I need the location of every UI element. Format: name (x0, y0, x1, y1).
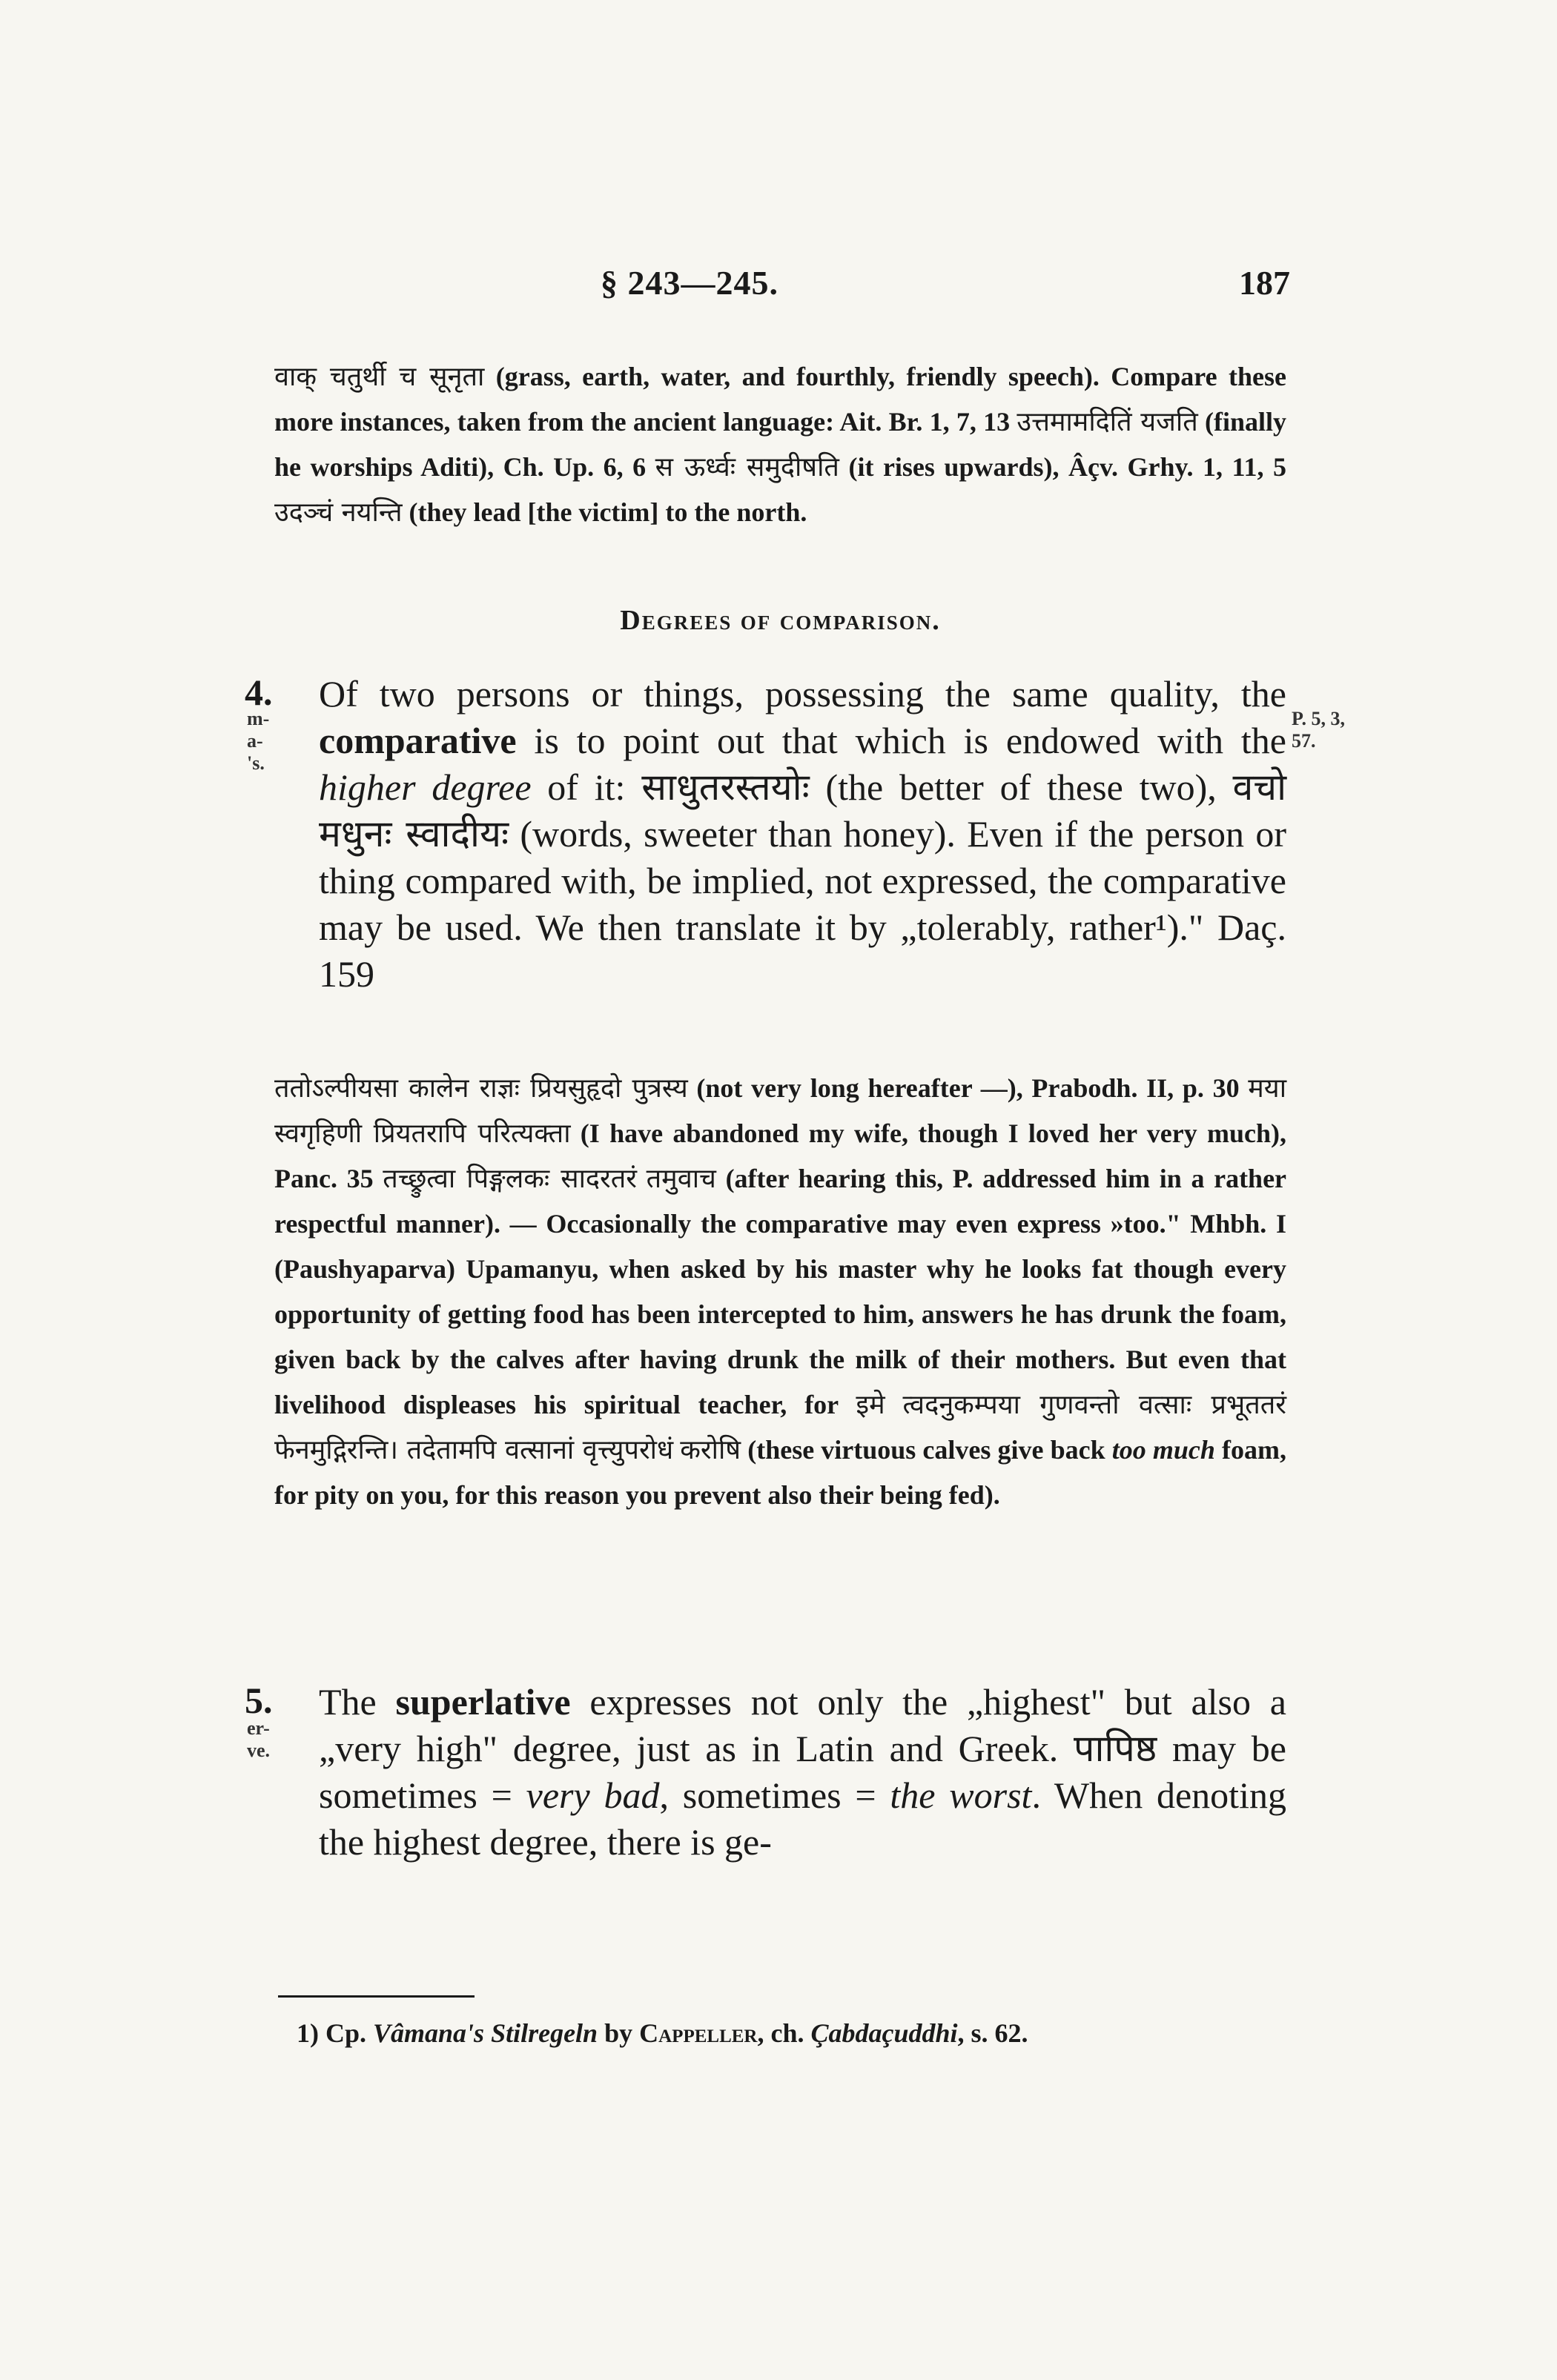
paragraph-text: The (319, 1681, 396, 1723)
sanskrit-quote: तच्छ्रुत्वा पिङ्गलकः सादरतरं (383, 1164, 637, 1194)
margin-note (247, 708, 269, 775)
sanskrit-quote: वचो मधुनः स्वादीयः (319, 766, 1287, 855)
side-reference-line: P. 5, 3, (1292, 708, 1345, 729)
paragraph-text: (words, sweeter than honey). Even if the person or thing compared with, be implied, not expressed, the comparative may be used. We then translate it by „tolerably, rather¹)." Daç. 159 (319, 813, 1286, 995)
continuation-text: (grass, earth, water, and fourthly, friendly speech). Compare these more instances, taken from the ancient language: Ait. Br. 1, 7, 13 (274, 362, 1286, 437)
section-heading: Degrees of comparison. (620, 605, 941, 636)
footnote-work: Vâmana's Stilregeln (373, 2018, 598, 2048)
continuation-paragraph (274, 354, 1286, 535)
paragraph-text: , sometimes = (659, 1774, 890, 1816)
sanskrit-quote: त्वदनुकम्पया गुणवन्तो वत्साः प्रभूततरं फेनमुद्गिरन्ति। तदेतामपि वत्सानां वृत्त्युपरोधं (274, 1390, 1286, 1465)
paragraph-244-main (319, 671, 1286, 998)
continuation-text: (they lead [the victim] to the north. (409, 497, 807, 527)
footnote-text: , ch. (757, 2018, 811, 2048)
footnote-rule (278, 1995, 475, 1998)
term-superlative: superlative (395, 1681, 571, 1723)
emphasis: the worst (890, 1774, 1032, 1816)
footnote (297, 2018, 1275, 2049)
margin-note-line: a- (247, 730, 263, 752)
paragraph-text: foam, for pity on you, for this reason you prevent also their being fed). (274, 1435, 1287, 1510)
side-reference-line: 57. (1292, 730, 1316, 752)
margin-note-line: ve. (247, 1740, 271, 1761)
page-number: 187 (1239, 264, 1290, 302)
continuation-text: (it rises upwards), Âçv. Grhy. 1, 11, 5 (848, 452, 1287, 482)
paragraph-text: expresses not only the „highest" but also a „very high" degree, just as in Latin and Greek. (319, 1681, 1286, 1769)
sanskrit-quote: उदञ्चं नयन्ति (274, 497, 403, 528)
footnote-text: , s. 62. (957, 2018, 1028, 2048)
sanskrit-quote: ततोऽल्पीयसा कालेन राज्ञः प्रियसुहृदो पुत्रस्य (274, 1073, 688, 1104)
sanskrit-quote: पापिष्ठ (1074, 1727, 1157, 1770)
paragraph-text: may be sometimes = (319, 1728, 1286, 1816)
sanskrit-quote: उत्तमामदितिं यजति (1016, 407, 1198, 437)
footnote-text: 1) Cp. (297, 2018, 374, 2048)
sanskrit-quote: साधुतरस्तयोः (641, 766, 810, 809)
sanskrit-quote: मया स्वगृहिणी प्रियतरापि परित्यक्ता (274, 1073, 1287, 1149)
sanskrit-quote: स ऊर्ध्वः समुदीषति (655, 452, 839, 483)
emphasis: higher degree (319, 766, 532, 808)
paragraph-text: (I have abandoned my wife, though I loved her very much), Panc. 35 (274, 1118, 1286, 1193)
margin-note-line: er- (247, 1717, 270, 1739)
paragraph-text: (not very long hereafter —), Prabodh. II, p. 30 (696, 1073, 1240, 1103)
side-reference (1292, 708, 1345, 752)
margin-note (247, 1717, 270, 1762)
footnote-author: Cappeller (639, 2018, 758, 2048)
paragraph-text: is to point out that which is endowed with the (516, 720, 1286, 761)
paragraph-text: of it: (531, 766, 626, 808)
paragraph-244-examples (274, 1066, 1286, 1518)
margin-note-line: m- (247, 708, 270, 729)
continuation-text: (finally he worships Aditi), Ch. Up. 6, 6 (274, 407, 1287, 482)
paragraph-text: (these virtuous calves give back (747, 1435, 1112, 1465)
paragraph-number: 5. (245, 1680, 273, 1721)
section-reference: § 243—245. (601, 264, 778, 302)
paragraph-text: (after hearing this, P. addressed him in a rather respectful manner). — Occasionally the comparative may even express »too." Mhbh. I (Paushyaparva) Upamanyu, when asked by his master why he looks fat though every opportunity of getting food has been intercepted to him, answers he has drunk the foam, given back by the calves after having drunk the milk of their mothers. But even that livelihood displeases his spiritual teacher, for (274, 1164, 1287, 1419)
sanskrit-quote: इमे (856, 1390, 885, 1420)
emphasis: very bad (526, 1774, 660, 1816)
paragraph-text: Of two persons or things, possessing the same quality, the (319, 673, 1286, 715)
sanskrit-quote: वाक् चतुर्थी च सूनृता (274, 362, 485, 392)
paragraph-text: (the better of these two), (825, 766, 1217, 808)
footnote-text: by (598, 2018, 640, 2048)
sanskrit-quote: करोषि (680, 1435, 741, 1465)
sanskrit-quote: तमुवाच (646, 1164, 716, 1194)
footnote-chapter: Çabdaçuddhi (810, 2018, 958, 2048)
term-comparative: comparative (319, 720, 517, 761)
margin-note-line: 's. (247, 752, 265, 774)
paragraph-text: . When denoting the highest degree, there is ge- (319, 1774, 1286, 1863)
paragraph-number: 4. (245, 672, 273, 713)
running-head (274, 263, 1290, 308)
paragraph-245 (319, 1679, 1286, 1866)
emphasis: too much (1111, 1435, 1215, 1465)
